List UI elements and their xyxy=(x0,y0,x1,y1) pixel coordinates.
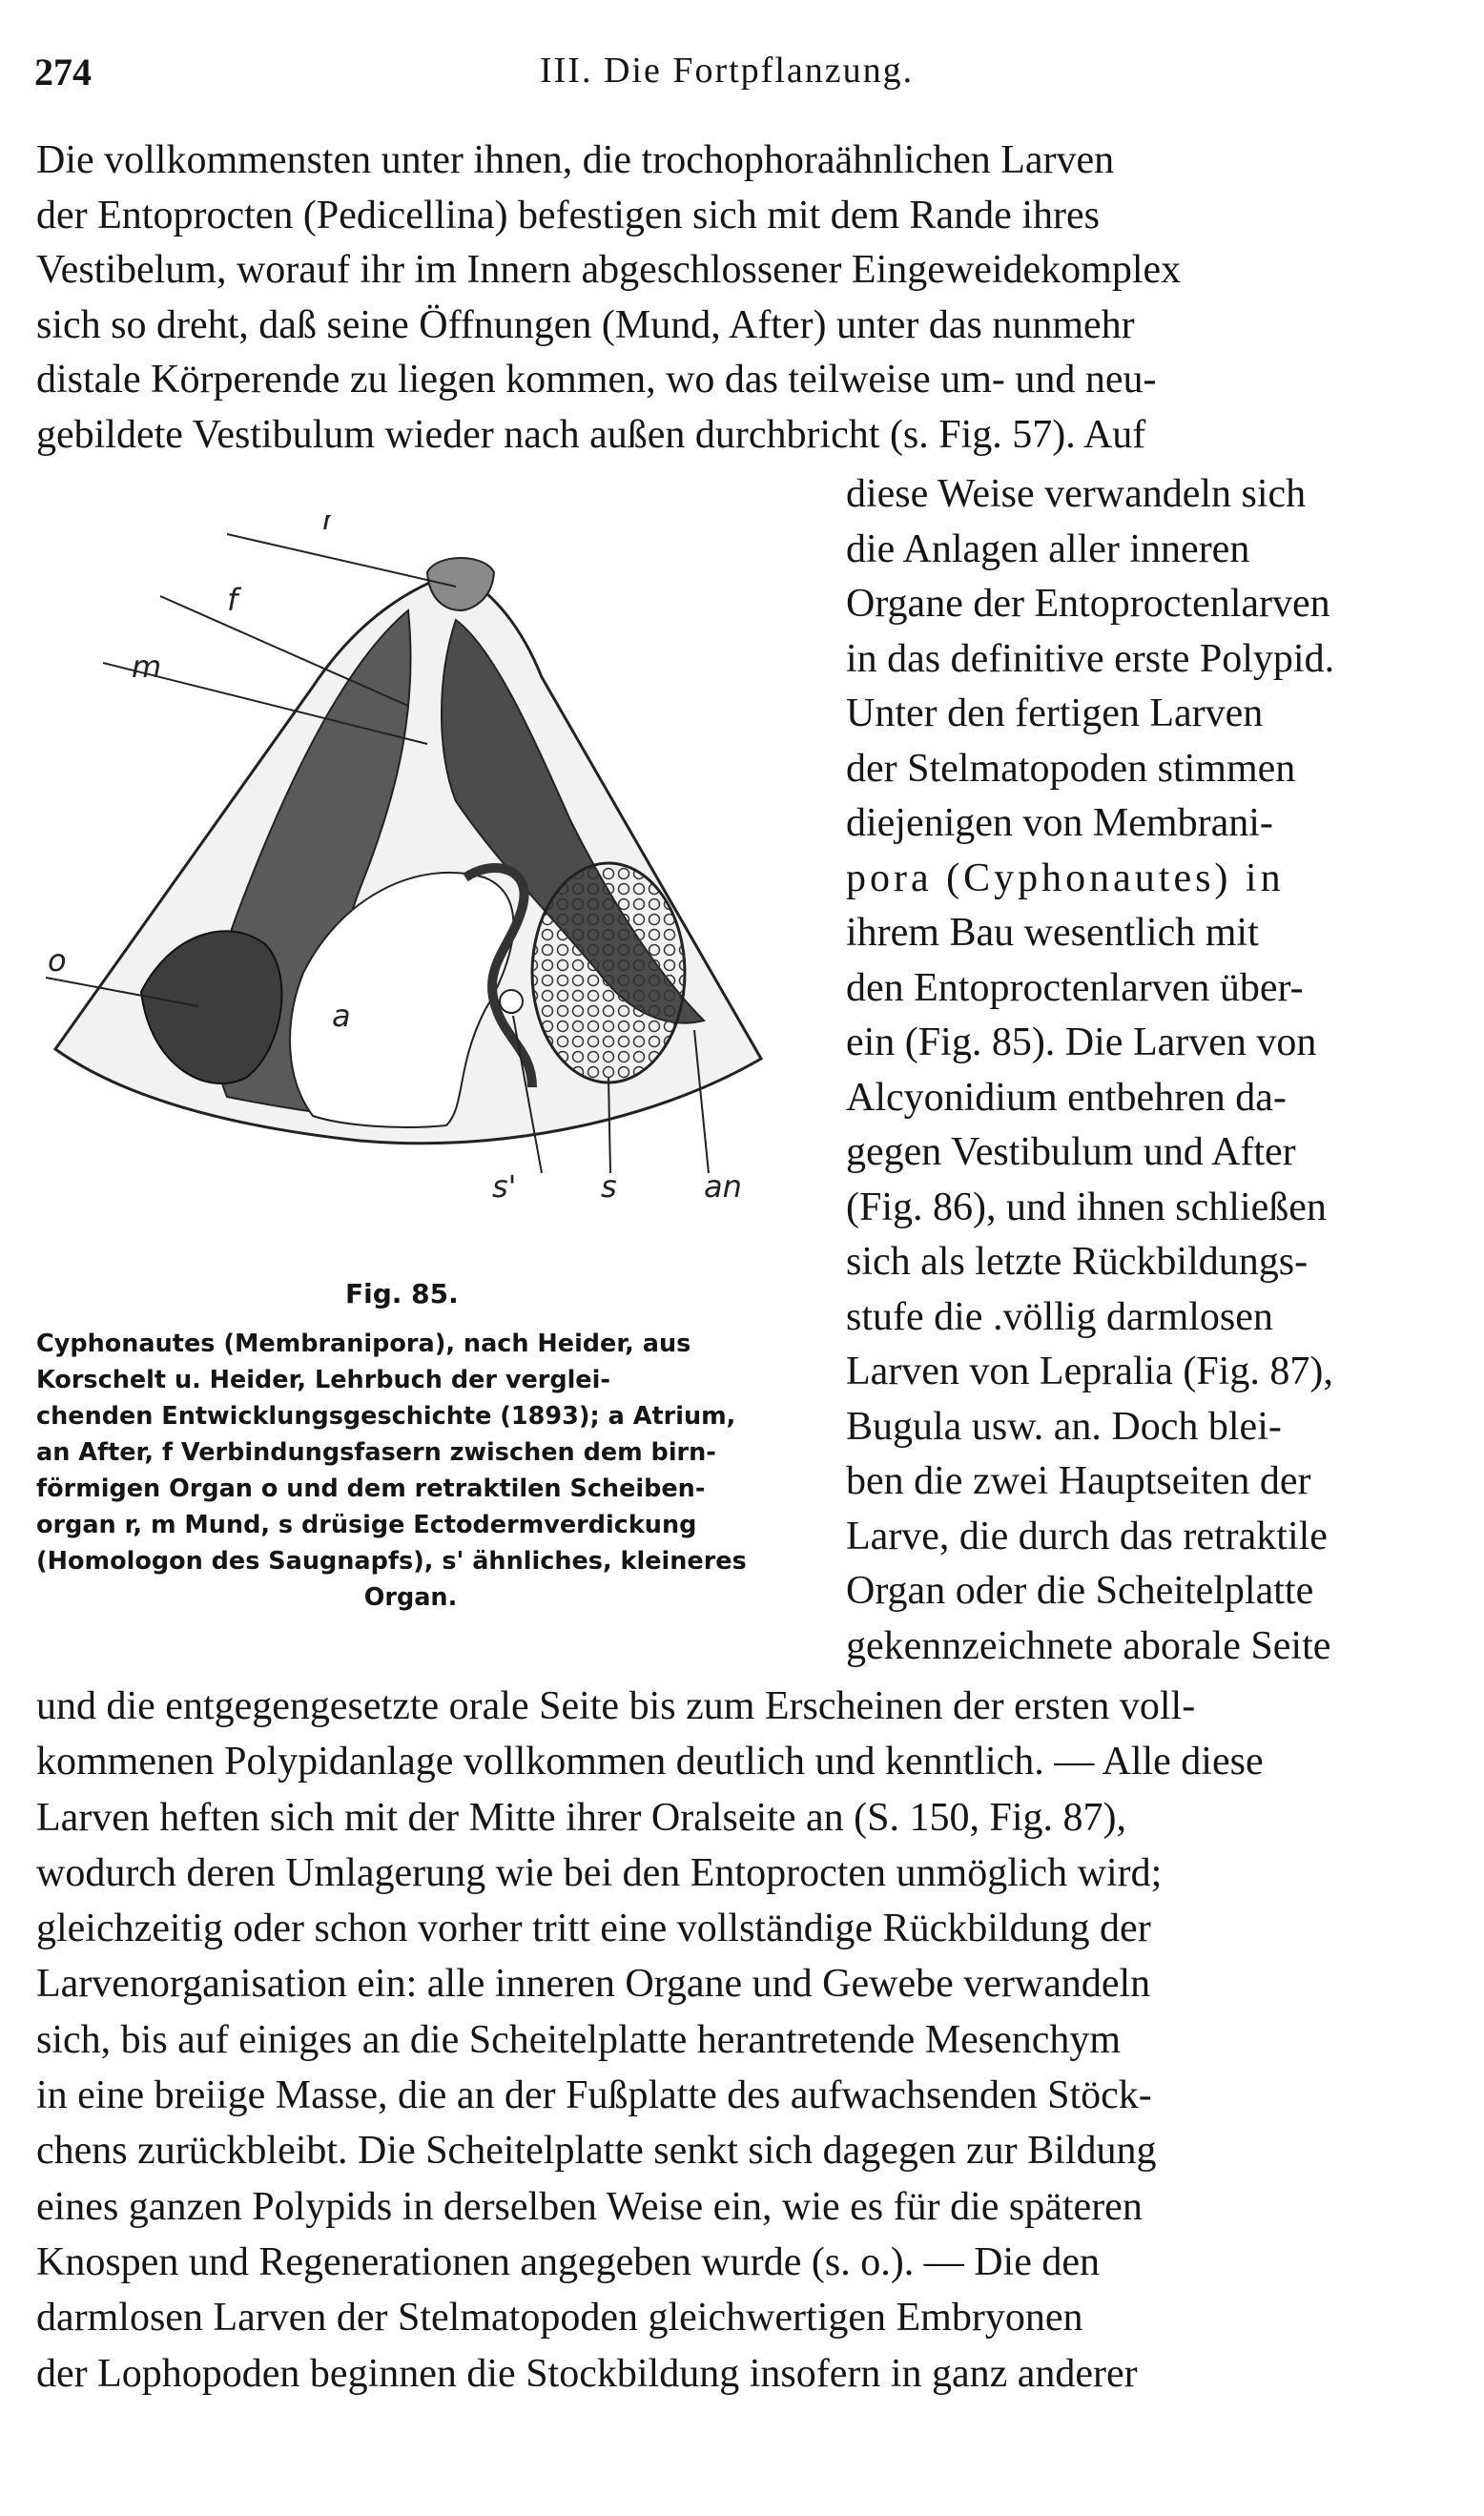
text-line: den Entoproctenlarven über- xyxy=(846,965,1304,1010)
text-line: die Anlagen aller inneren xyxy=(846,526,1250,571)
caption-line: förmigen Organ o und dem retraktilen Scheiben- xyxy=(36,1475,706,1503)
caption-line: (Homologon des Saugnapfs), s' ähnliches, kleineres xyxy=(36,1547,747,1576)
text-line: Unter den fertigen Larven xyxy=(846,691,1264,735)
label-a: a xyxy=(332,998,351,1034)
text-line: kommenen Polypidanlage vollkommen deutlich und kenntlich. — Alle diese xyxy=(36,1740,1264,1784)
text-line: stufe die .völlig darmlosen xyxy=(846,1294,1273,1339)
text-line: der Entoprocten (Pedicellina) befestigen sich mit dem Rande ihres xyxy=(36,193,1100,237)
text-line: Larven von Lepralia (Fig. 87), xyxy=(846,1350,1333,1393)
text-line: und die entgegengesetzte orale Seite bis zum Erscheinen der ersten voll- xyxy=(36,1684,1196,1728)
figure-number: Fig. 85. xyxy=(345,1278,459,1310)
text-line: ben die zwei Hauptseiten der xyxy=(846,1459,1311,1503)
text-line: Knospen und Regenerationen angegeben wurde (s. o.). — Die den xyxy=(36,2239,1100,2284)
text-line: sich, bis auf einiges an die Scheitelplatte herantretende Mesenchym xyxy=(36,2017,1122,2062)
text-line: Die vollkommensten unter ihnen, die trochophoraähnlichen Larven xyxy=(36,138,1115,182)
glandular-ectoderm-s xyxy=(532,863,685,1083)
text-line: (Fig. 86), und ihnen schließen xyxy=(846,1185,1327,1229)
label-s: s xyxy=(601,1168,617,1205)
label-f: f xyxy=(227,582,238,618)
caption-line: Organ. xyxy=(363,1583,458,1612)
label-an: an xyxy=(704,1168,742,1205)
text-line: Larvenorganisation ein: alle inneren Organe und Gewebe verwandeln xyxy=(36,1962,1151,2007)
text-line: darmlosen Larven der Stelmatopoden gleichwertigen Embryonen xyxy=(36,2296,1083,2341)
label-o: o xyxy=(48,942,67,979)
body-text-beside-figure xyxy=(846,467,1437,1674)
body-text-bottom xyxy=(36,1679,1433,2402)
text-line: der Stelmatopoden stimmen xyxy=(846,746,1296,791)
text-line: Vestibelum, worauf ihr im Innern abgeschlossener Eingeweidekomplex xyxy=(36,248,1182,292)
text-line: sich als letzte Rückbildungs- xyxy=(846,1240,1309,1284)
cyphonautes-drawing xyxy=(36,515,799,1259)
text-line: gleichzeitig oder schon vorher tritt eine vollständige Rückbildung der xyxy=(36,1907,1151,1951)
caption-line: an After, f Verbindungsfasern zwischen dem birn- xyxy=(36,1438,716,1467)
text-line: Alcyonidium entbehren da- xyxy=(846,1075,1287,1120)
text-line: pora (Cyphonautes) in xyxy=(846,856,1285,900)
text-line: Organ oder die Scheitelplatte xyxy=(846,1569,1314,1613)
label-s-prime: s' xyxy=(492,1168,517,1205)
text-line: Organe der Entoproctenlarven xyxy=(846,582,1330,626)
small-organ-s-prime xyxy=(500,990,523,1013)
caption-line: chenden Entwicklungsgeschichte (1893); a Atrium, xyxy=(36,1402,736,1431)
text-line: wodurch deren Umlagerung wie bei den Entoprocten unmöglich wird; xyxy=(36,1850,1163,1895)
text-line: ihrem Bau wesentlich mit xyxy=(846,911,1259,955)
caption-line: Korschelt u. Heider, Lehrbuch der verglei- xyxy=(36,1366,610,1394)
text-line: diejenigen von Membrani- xyxy=(846,801,1273,845)
text-line: ein (Fig. 85). Die Larven von xyxy=(846,1021,1317,1064)
caption-line: Cyphonautes (Membranipora), nach Heider, aus xyxy=(36,1330,691,1358)
page-number: 274 xyxy=(34,51,92,93)
page-header xyxy=(34,50,1427,107)
text-line: Larve, die durch das retraktile xyxy=(846,1514,1328,1558)
text-line: diese Weise verwandeln sich xyxy=(846,472,1307,516)
text-line: in das definitive erste Polypid. xyxy=(846,636,1335,681)
caption-line: organ r, m Mund, s drüsige Ectodermverdickung xyxy=(36,1511,697,1539)
label-r: r xyxy=(322,515,336,537)
body-text-top xyxy=(36,134,1433,463)
text-line: Bugula usw. an. Doch blei- xyxy=(846,1404,1282,1449)
text-line: distale Körperende zu liegen kommen, wo das teilweise um- und neu- xyxy=(36,358,1157,402)
figure-caption xyxy=(36,1326,785,1616)
running-title: III. Die Fortpflanzung. xyxy=(540,51,915,91)
text-line: gegen Vestibulum und After xyxy=(846,1130,1296,1174)
text-line: Larven heften sich mit der Mitte ihrer Oralseite an (S. 150, Fig. 87), xyxy=(36,1795,1127,1840)
text-line: sich so dreht, daß seine Öffnungen (Mund, After) unter das nunmehr xyxy=(36,302,1135,347)
leader-r xyxy=(227,534,456,587)
figure-85-illustration xyxy=(36,515,799,1259)
text-line: chens zurückbleibt. Die Scheitelplatte senkt sich dagegen zur Bildung xyxy=(36,2129,1157,2174)
text-line: in eine breiige Masse, die an der Fußplatte des aufwachsenden Stöck- xyxy=(36,2073,1152,2118)
text-line: gekennzeichnete aborale Seite xyxy=(846,1623,1331,1668)
text-line: eines ganzen Polypids in derselben Weise ein, wie es für die späteren xyxy=(36,2184,1143,2229)
label-m: m xyxy=(132,649,162,685)
text-line: gebildete Vestibulum wieder nach außen durchbricht (s. Fig. 57). Auf xyxy=(36,412,1146,457)
text-line: der Lophopoden beginnen die Stockbildung insofern in ganz anderer xyxy=(36,2351,1138,2396)
